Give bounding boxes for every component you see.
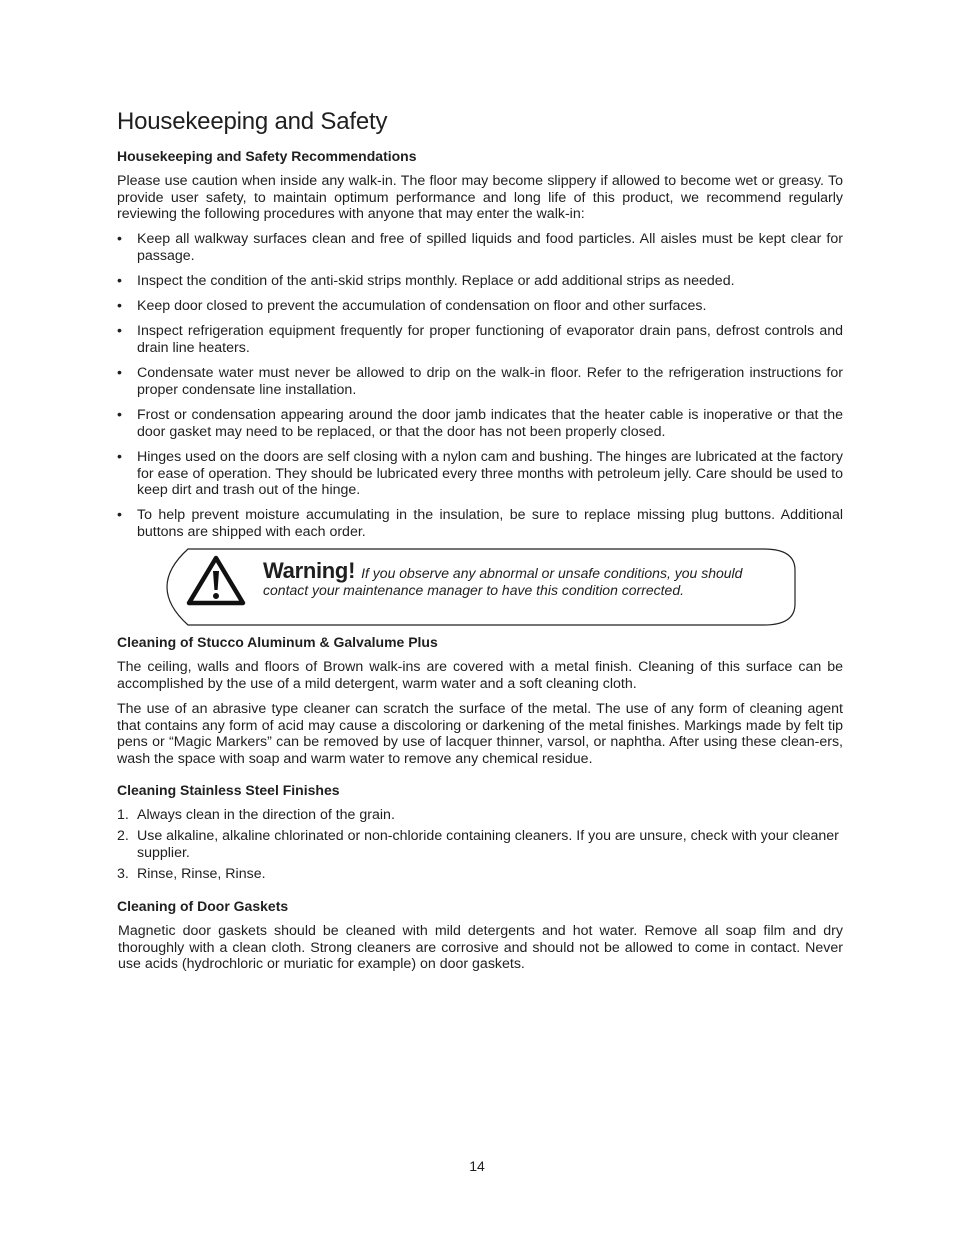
gaskets-paragraph: Magnetic door gaskets should be cleaned with mild detergents and hot water. Remove all soap film and dry thoroughly with a clean cloth. Strong cleaners are corrosive and should not be allowed to come in contact. Never use acids (hydrochloric or muriatic for example) on door gaskets. bbox=[118, 923, 843, 973]
list-item: • Inspect refrigeration equipment frequently for proper functioning of evaporator drain pans, defrost controls and drain line heaters. bbox=[117, 323, 843, 356]
warning-message bbox=[263, 558, 783, 599]
section-heading-recommendations: Housekeeping and Safety Recommendations bbox=[117, 148, 417, 164]
list-item: • To help prevent moisture accumulating in the insulation, be sure to replace missing plug buttons. Additional buttons are shipped with each order. bbox=[117, 507, 843, 540]
bullet-icon: • bbox=[117, 323, 122, 339]
list-item: • Condensate water must never be allowed to drip on the walk-in floor. Refer to the refrigeration instructions for proper condensate line installation. bbox=[117, 365, 843, 398]
list-item: 1. Always clean in the direction of the grain. bbox=[117, 807, 395, 823]
page-number: 14 bbox=[469, 1158, 485, 1174]
bullet-icon: • bbox=[117, 365, 122, 381]
bullet-icon: • bbox=[117, 298, 122, 314]
list-item: • Keep all walkway surfaces clean and free of spilled liquids and food particles. All aisles must be kept clear for passage. bbox=[117, 231, 843, 264]
warning-label: Warning! bbox=[263, 558, 356, 583]
stucco-paragraph-1: The ceiling, walls and floors of Brown walk-ins are covered with a metal finish. Cleaning of this surface can be accomplished by the use of a mild detergent, warm water and a soft cleaning cloth. bbox=[117, 659, 843, 692]
bullet-icon: • bbox=[117, 507, 122, 523]
stucco-paragraph-2: The use of an abrasive type cleaner can scratch the surface of the metal. The use of any form of cleaning agent that contains any form of acid may cause a discoloring or darkening of the metal finishes. Markings made by felt tip pens or “Magic Markers” can be removed by use of lacquer thinner, varsol, or naphtha. After using these clean-ers, wash the space with soap and warm water to remove any chemical residue. bbox=[117, 701, 843, 767]
warning-text: If you observe any abnormal or unsafe conditions, you should contact your maintenance manager to have this condition corrected. bbox=[263, 565, 743, 598]
list-item: • Inspect the condition of the anti-skid strips monthly. Replace or add additional strips as needed. bbox=[117, 273, 735, 289]
list-item: • Frost or condensation appearing around the door jamb indicates that the heater cable is inoperative or that the door gasket may need to be replaced, or that the door has not been properly closed. bbox=[117, 407, 843, 440]
warning-triangle-icon bbox=[186, 555, 246, 607]
page-title: Housekeeping and Safety bbox=[117, 108, 388, 135]
bullet-icon: • bbox=[117, 449, 122, 465]
list-item: 3. Rinse, Rinse, Rinse. bbox=[117, 866, 266, 882]
bullet-icon: • bbox=[117, 407, 122, 423]
bullet-icon: • bbox=[117, 273, 122, 289]
section-heading-stucco: Cleaning of Stucco Aluminum & Galvalume Plus bbox=[117, 634, 438, 650]
section-heading-stainless: Cleaning Stainless Steel Finishes bbox=[117, 782, 340, 798]
bullet-icon: • bbox=[117, 231, 122, 247]
list-item: • Keep door closed to prevent the accumulation of condensation on floor and other surfaces. bbox=[117, 298, 707, 314]
section-heading-gaskets: Cleaning of Door Gaskets bbox=[117, 898, 289, 914]
intro-paragraph: Please use caution when inside any walk-in. The floor may become slippery if allowed to become wet or greasy. To provide user safety, to maintain optimum performance and long life of this product, we recommend regularly reviewing the following procedures with anyone that may enter the walk-in: bbox=[117, 173, 843, 223]
list-item: 2. Use alkaline, alkaline chlorinated or non-chloride containing cleaners. If you are unsure, check with your cleaner supplier. bbox=[117, 828, 839, 861]
list-item: • Hinges used on the doors are self closing with a nylon cam and bushing. The hinges are lubricated at the factory for ease of operation. They should be lubricated every three months with petroleum jelly. Care should be used to keep dirt and trash out of the hinge. bbox=[117, 449, 843, 499]
